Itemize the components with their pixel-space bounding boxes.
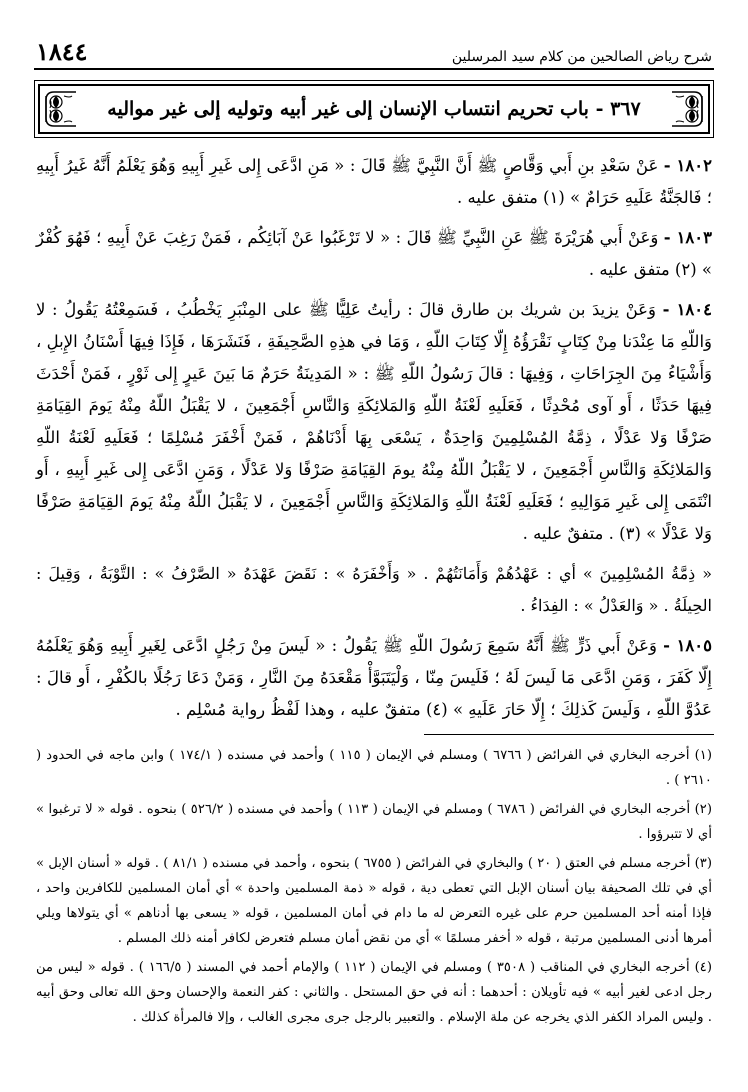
page-number: ١٨٤٤ xyxy=(36,37,88,66)
hadith-1805 xyxy=(34,630,714,726)
hadith-gloss xyxy=(34,558,714,622)
running-header xyxy=(34,34,714,64)
hadith-list xyxy=(34,150,714,726)
hadith-text: وَعَنْ يزيدَ بن شريك بن طارق قالَ : رأيتُ عَلِيًّا ﷺ على المِنْبَرِ يَخْطُبُ ، فَسَمِعْتُهُ يَقُولُ : لا وَاللّهِ مَا عِنْدَنا مِنْ كِتَابٍ نَقْرَؤُهُ إِلّا كِتَابَ اللّهِ ، وَمَا في هذِهِ الصَّحِيفَةِ ، فَنَشَرَهَا ، فَإِذَا فِيهَا أَسْنَانُ الإِبلِ ، وَأَشْيَاءُ مِنَ الجِرَاحَاتِ ، وَفِيهَا : قالَ رَسُولُ اللّهِ ﷺ : « المَدِينَةُ حَرَمٌ مَا بَينَ عَيرٍ إِلى ثَوْرٍ ، فَمَنْ أَحْدَثَ فِيهَا حَدَثًا ، أَو آوى مُحْدِثًا ، فَعَلَيهِ لَعْنَةُ اللّهِ وَالمَلائِكَةِ وَالنَّاسِ أَجْمَعِينَ ، لا يَقْبَلُ اللّهُ مِنْهُ يَومَ القِيَامَةِ صَرْفًا وَلا عَدْلًا ، ذِمَّةُ المُسْلِمِينَ وَاحِدَةٌ ، يَسْعَى بِهَا أَدْنَاهُمْ ، فَمَنْ أَخْفَرَ مُسْلِمًا ؛ فَعَلَيهِ لَعْنَةُ اللّهِ وَالمَلائِكَةِ وَالنَّاسِ أَجْمَعِينَ ، لا يَقْبَلُ اللّهُ مِنْهُ يومَ القِيَامَةِ صَرْفًا وَلا عَدْلًا ، وَمَنِ ادَّعَى إِلى غَيرِ أَبِيهِ ، أَو انْتَمَى إِلى غَيرِ مَوَالِيهِ ؛ فَعَلَيهِ لَعْنَةُ اللّهِ وَالمَلائِكَةِ وَالنَّاسِ أَجْمَعِينَ ، لا يَقْبَلُ اللّهُ مِنْهُ يَومَ القِيَامَةِ صَرْفًا وَلا عَدْلًا » (٣) . متفقٌ عليه . xyxy=(36,300,712,543)
footnote-4: (٤) أخرجه البخاري في المناقب ( ٣٥٠٨ ) ومسلم في الإيمان ( ١١٢ ) والإمام أحمد في المسند ( ١٦٦/٥ ) . قوله « ليس من رجل ادعى لغير أبيه » فيه تأويلان : أحدهما : أنه في حق المستحل . والثاني : كفر النعمة والإحسان وحق الله تعالى وحق أبيه . وليس المراد الكفر الذي يخرجه عن ملة الإسلام . والتعبير بالرجل جرى مجرى الغالب ، وإلا فالمرأة كذلك . xyxy=(36,960,712,1025)
hadith-1804 xyxy=(34,294,714,550)
chapter-title: ٣٦٧ - باب تحريم انتساب الإنسان إلى غير أبيه وتوليه إلى غير مواليه xyxy=(107,98,641,120)
footnote-1: (١) أخرجه البخاري في الفرائض ( ٦٧٦٦ ) ومسلم في الإيمان ( ١١٥ ) وأحمد في مسنده ( ١٧٤/١ ) وابن ماجه في الحدود ( ٢٦١٠ ) . xyxy=(36,748,713,788)
header-rule xyxy=(34,68,714,70)
hadith-text: عَنْ سَعْدِ بنِ أَبي وَقَّاصٍ ﷺ أَنَّ النَّبِيَّ ﷺ قَالَ : « مَنِ ادَّعَى إِلى غَيرِ أَبِيهِ وَهُوَ يَعْلَمُ أَنَّهُ غَيرُ أَبِيهِ ؛ فَالجَنَّةُ عَلَيهِ حَرَامٌ » (١) متفق عليه . xyxy=(36,156,712,207)
hadith-1802 xyxy=(34,150,714,214)
hadith-number: ١٨٠٥ - xyxy=(663,636,713,655)
footnote-3: (٣) أخرجه مسلم في العتق ( ٢٠ ) والبخاري في الفرائض ( ٦٧٥٥ ) بنحوه ، وأحمد في مسنده ( ٨١/١ ) . قوله « أسنان الإبل » أي في تلك الصحيفة بيان أسنان الإبل التي تعطى دية ، قوله « ذمة المسلمين واحدة » أي أمان المسلمين للكافرين واحد ، فإذا أمنه أحد المسلمين حرم على غيره التعرض له ما دام في أمان المسلمين ، قوله « يسعى بها أدناهم » أي يتولاها ويلي أمرها أدنى المسلمين مرتبة ، قوله « أخفر مسلمًا » أي من نقض أمان مسلم فتعرض لكافر أمنه ذلك المسلم . xyxy=(36,856,713,946)
hadith-1803 xyxy=(34,222,714,286)
footnotes xyxy=(34,743,714,1030)
book-title: شرح رياض الصالحين من كلام سيد المرسلين xyxy=(451,49,712,65)
chapter-heading-frame xyxy=(38,84,710,134)
hadith-text: وَعَنْ أَبي ذَرٍّ ﷺ أَنَّهُ سَمِعَ رَسُولَ اللّهِ ﷺ يَقُولُ : « لَيسَ مِنْ رَجُلٍ ادَّعَى لِغَيرِ أَبِيهِ وَهُوَ يَعْلَمُهُ إِلّا كَفَرَ ، وَمَنِ ادَّعَى مَا لَيسَ لَهُ ؛ فَلَيسَ مِنّا ، وَلْيَتَبَوَّأْ مَقْعَدَهُ مِنَ النَّارِ ، وَمَنْ دَعَا رَجُلًا بالكُفْرِ ، أَو قالَ : عَدُوَّ اللّهِ ، وَلَيسَ كَذلِكَ ؛ إِلّا حَارَ عَلَيهِ » (٤) متفقٌ عليه ، وهذا لَفْظُ رواية مُسْلِم . xyxy=(36,636,712,719)
hadith-number: ١٨٠٣ - xyxy=(663,228,713,247)
book-page xyxy=(34,34,714,1034)
hadith-text: وَعَنْ أَبي هُرَيْرَةَ ﷺ عَنِ النَّبِيِّ ﷺ قَالَ : « لا تَرْغَبُوا عَنْ آبَائِكُم ، فَمَنْ رَغِبَ عَنْ أَبِيهِ ؛ فَهُوَ كُفْرٌ » (٢) متفق عليه . xyxy=(36,228,712,279)
hadith-number: ١٨٠٢ - xyxy=(663,156,712,175)
ornament-corner-icon xyxy=(670,94,704,128)
ornament-corner-icon xyxy=(44,94,78,128)
footnotes-separator xyxy=(424,734,714,735)
hadith-number: ١٨٠٤ - xyxy=(662,300,713,319)
gloss-text: « ذِمَّةُ المُسْلِمِينَ » أي : عَهْدُهُمْ وَأَمَانَتُهُمْ . « وَأَخْفَرَهُ » : نَقَضَ عَهْدَهُ « الصَّرْفُ » : التَّوْبَةُ ، وَقِيلَ : الحِيلَةُ . « وَالعَدْلُ » : الفِدَاءُ . xyxy=(36,564,713,615)
footnote-2: (٢) أخرجه البخاري في الفرائض ( ٦٧٨٦ ) ومسلم في الإيمان ( ١١٣ ) وأحمد في مسنده ( ٥٢٦/٢ ) بنحوه . قوله « لا ترغبوا » أي لا تتبرؤوا . xyxy=(36,802,713,842)
